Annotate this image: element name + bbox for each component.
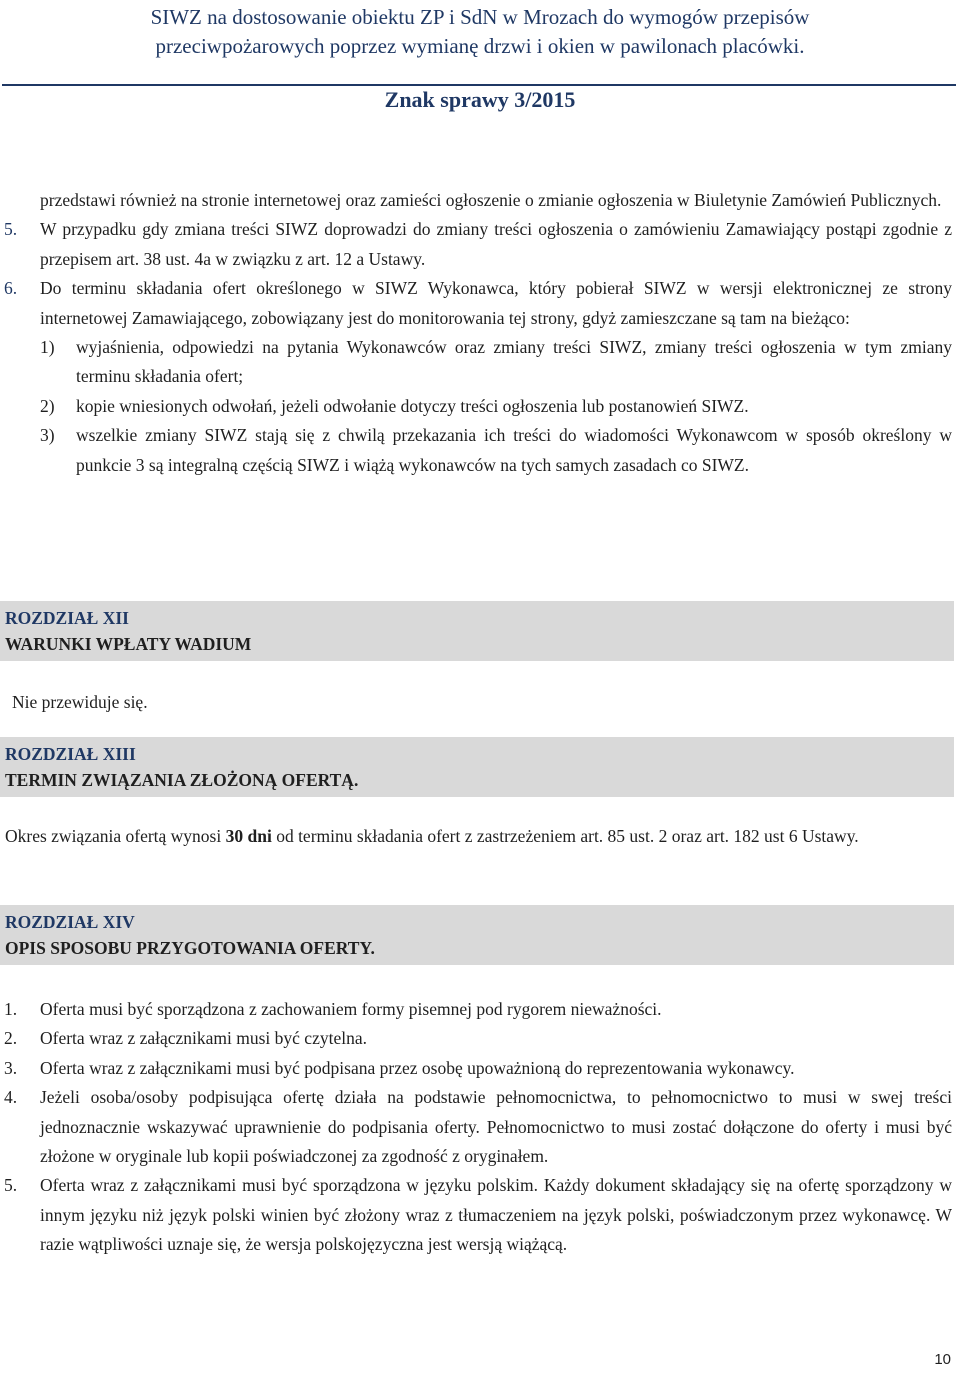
list-number: 6. — [4, 278, 18, 299]
list-number: 5. — [4, 1175, 18, 1196]
sub-list-number: 3) — [40, 425, 55, 446]
title-line-1: SIWZ na dostosowanie obiektu ZP i SdN w Mrozach do wymogów przepisów — [150, 5, 810, 29]
list-text: Do terminu składania ofert określonego w SIWZ Wykonawca, który pobierał SIWZ w wersji elektronicznej ze strony internetowej Zamawiającego, zobowiązany jest do monitorowania tej strony, gdyż zamieszczane są tam na bieżąco: — [40, 278, 952, 328]
list-number: 3. — [4, 1057, 18, 1078]
sub-list-item — [0, 421, 952, 480]
list-item — [0, 1083, 952, 1171]
sub-list-item — [0, 333, 952, 392]
list-text: Jeżeli osoba/osoby podpisująca ofertę działa na podstawie pełnomocnictwa, to pełnomocnictwo to musi w swej treści jednoznacznie wskazywać uprawnienie do podpisania oferty. Pełnomocnictwo to musi zostać dołączone do oferty i musi być złożone w oryginale lub kopii poświadczonej za zgodność z oryginałem. — [40, 1087, 952, 1167]
body-text: od terminu składania ofert z zastrzeżeniem art. 85 ust. 2 oraz art. 182 ust 6 Ustawy. — [271, 826, 859, 846]
chapter-13-heading — [0, 737, 954, 797]
list-item — [0, 215, 952, 274]
document-title — [0, 0, 960, 61]
page-number: 10 — [934, 1351, 951, 1368]
sub-list-number: 1) — [40, 337, 55, 358]
sub-list-text: wyjaśnienia, odpowiedzi na pytania Wykonawców oraz zmiany treści SIWZ, zmiany treści ogłoszenia w tym zmiany terminu składania ofert; — [76, 337, 952, 387]
list-text: Oferta musi być sporządzona z zachowaniem formy pisemnej pod rygorem nieważności. — [40, 999, 662, 1019]
list-text: W przypadku gdy zmiana treści SIWZ doprowadzi do zmiany treści ogłoszenia o zamówieniu Zamawiający postąpi zgodnie z przepisem art. 38 ust. 4a w związku z art. 12 a Ustawy. — [40, 219, 952, 269]
chapter-14-heading — [0, 905, 954, 965]
chapter-label: ROZDZIAŁ XIII — [5, 744, 136, 764]
list-number: 2. — [4, 1028, 18, 1049]
list-text: Oferta wraz z załącznikami musi być sporządzona w języku polskim. Każdy dokument składający się na ofertę sporządzony w innym języku niż język polski winien być złożony wraz z tłumaczeniem na język polski, poświadczonym przez wykonawcę. W razie wątpliwości uznaje się, że wersja polskojęzyczna jest wersją wiążącą. — [40, 1175, 952, 1255]
list-item — [0, 1024, 952, 1053]
list-item — [0, 1171, 952, 1259]
chapter-14-list — [0, 995, 960, 1260]
list-text: Oferta wraz z załącznikami musi być podpisana przez osobę upoważnioną do reprezentowania wykonawcy. — [40, 1057, 795, 1078]
list-item — [0, 995, 952, 1024]
page-header — [0, 0, 960, 114]
chapter-label: ROZDZIAŁ XIV — [5, 912, 135, 932]
intro-section — [0, 186, 960, 480]
list-item — [0, 1054, 952, 1083]
sub-list-text: wszelkie zmiany SIWZ stają się z chwilą przekazania ich treści do wiadomości Wykonawcom w sposób określony w punkcie 3 są integralną częścią SIWZ i wiążą wykonawców na tych samych zasadach co SIWZ. — [76, 425, 952, 475]
list-number: 5. — [4, 219, 18, 240]
sub-list-text: kopie wniesionych odwołań, jeżeli odwołanie dotyczy treści ogłoszenia lub postanowień SIWZ. — [76, 395, 749, 416]
chapter-label: ROZDZIAŁ XII — [5, 608, 129, 628]
chapter-12-body: Nie przewiduje się. — [12, 692, 148, 712]
list-item — [0, 274, 952, 333]
list-text: Oferta wraz z załącznikami musi być czytelna. — [40, 1028, 367, 1049]
sub-list-item — [0, 392, 952, 421]
chapter-12-heading — [0, 601, 954, 661]
continuation-paragraph: przedstawi również na stronie internetowej oraz zamieści ogłoszenie o zmianie ogłoszenia w Biuletynie Zamówień Publicznych. — [40, 190, 942, 210]
list-number: 1. — [4, 999, 18, 1019]
body-bold: 30 dni — [225, 826, 272, 846]
chapter-title: OPIS SPOSOBU PRZYGOTOWANIA OFERTY. — [5, 938, 375, 958]
title-line-2: przeciwpożarowych poprzez wymianę drzwi i okien w pawilonach placówki. — [155, 34, 805, 58]
case-number: Znak sprawy 3/2015 — [384, 87, 576, 112]
sub-list-number: 2) — [40, 395, 55, 416]
header-rule — [2, 84, 956, 86]
chapter-13-body — [0, 822, 950, 851]
body-text: Okres związania ofertą wynosi — [5, 826, 226, 846]
chapter-title: TERMIN ZWIĄZANIA ZŁOŻONĄ OFERTĄ. — [5, 770, 359, 790]
chapter-title: WARUNKI WPŁATY WADIUM — [5, 634, 252, 654]
list-number: 4. — [4, 1087, 18, 1108]
